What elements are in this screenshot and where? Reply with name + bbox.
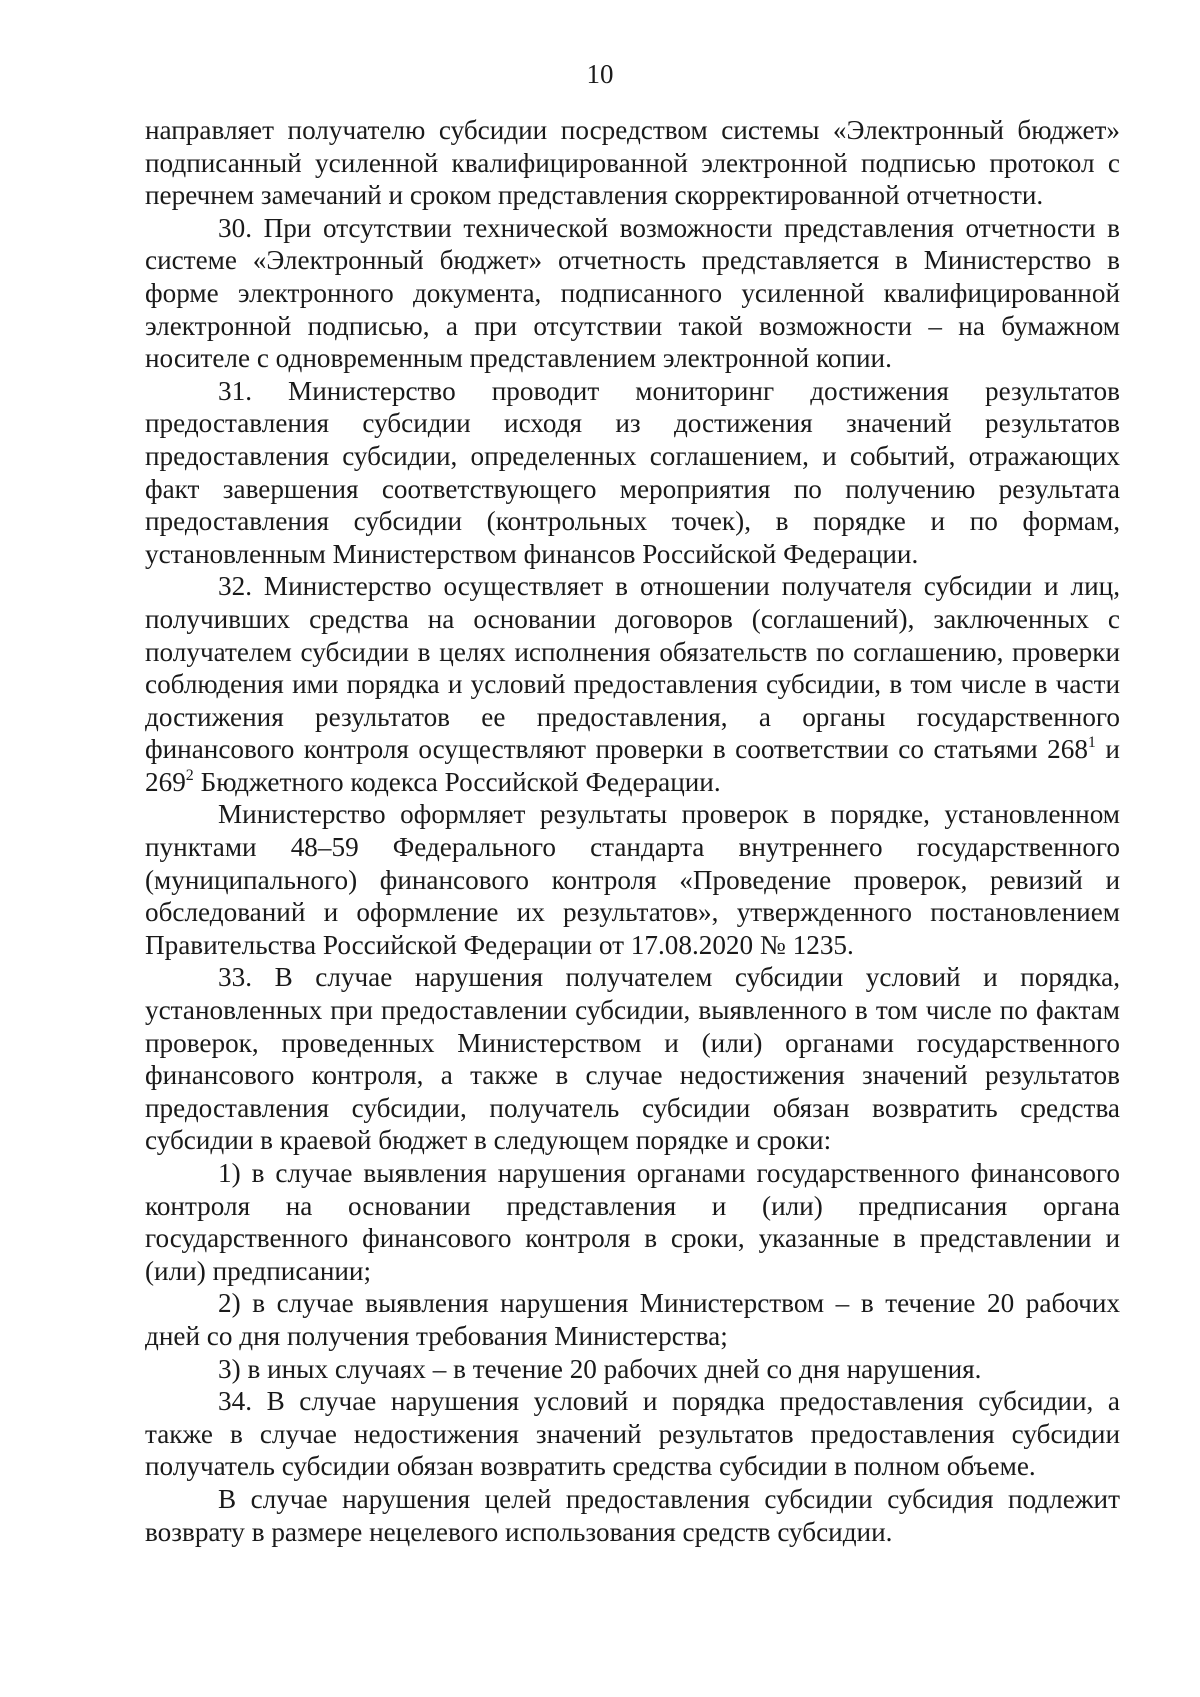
document-body [145, 114, 1120, 1548]
paragraph-continuation: направляет получателю субсидии посредством системы «Электронный бюджет» подписанный усиленной квалифицированной электронной подписью протокол с перечнем замечаний и сроком представления скорректированной отчетности. [145, 115, 1120, 211]
paragraph-32 [145, 570, 1120, 798]
list-item-1: 1) в случае выявления нарушения органами государственного финансового контроля на основании представления и (или) предписания органа государственного финансового контроля в сроки, указанные в представлении и (или) предписании; [145, 1158, 1120, 1286]
paragraph-32-text-middle: и 269 [145, 734, 1120, 797]
paragraph-31: 31. Министерство проводит мониторинг достижения результатов предоставления субсидии исходя из достижения значений результатов предоставления субсидии, определенных соглашением, и событий, отражающих факт завершения соответствующего мероприятия по получению результата предоставления субсидии (контрольных точек), в порядке и по формам, установленным Министерством финансов Российской Федерации. [145, 375, 1120, 569]
paragraph-32-text-end: Бюджетного кодекса Российской Федерации. [193, 766, 721, 797]
superscript-2: 2 [185, 766, 194, 784]
superscript-1: 1 [1087, 734, 1096, 752]
list-item-2: 2) в случае выявления нарушения Министерством – в течение 20 рабочих дней со дня получения требования Министерства; [145, 1288, 1120, 1351]
list-item-3: 3) в иных случаях – в течение 20 рабочих дней со дня нарушения. [218, 1353, 982, 1384]
paragraph-32-text: 32. Министерство осуществляет в отношении получателя субсидии и лиц, получивших средства на основании договоров (соглашений), заключенных с получателем субсидии в целях исполнения обязательств по соглашению, проверки соблюдения ими порядка и условий предоставления субсидии, в том числе в части достижения результатов ее предоставления, а органы государственного финансового контроля осуществляют проверки в соответствии со статьями 268 [145, 571, 1120, 765]
page-number: 10 [586, 59, 614, 89]
paragraph-misuse-return: В случае нарушения целей предоставления субсидии субсидия подлежит возврату в размере нецелевого использования средств субсидии. [145, 1483, 1120, 1547]
paragraph-33: 33. В случае нарушения получателем субсидии условий и порядка, установленных при предоставлении субсидии, выявленного в том числе по фактам проверок, проведенных Министерством и (или) органами государственного финансового контроля, а также в случае недостижения значений результатов предоставления субсидии, получатель субсидии обязан возвратить средства субсидии в краевой бюджет в следующем порядке и сроки: [145, 962, 1120, 1156]
paragraph-30: 30. При отсутствии технической возможности представления отчетности в системе «Электронный бюджет» отчетность представляется в Министерство в форме электронного документа, подписанного усиленной квалифицированной электронной подписью, а при отсутствии такой возможности – на бумажном носителе с одновременным представлением электронной копии. [145, 212, 1120, 374]
paragraph-inspection-results: Министерство оформляет результаты проверок в порядке, установленном пунктами 48–59 Федерального стандарта внутреннего государственного (муниципального) финансового контроля «Проведение проверок, ревизий и обследований и оформление их результатов», утвержденного постановлением Правительства Российской Федерации от 17.08.2020 № 1235. [145, 799, 1120, 960]
paragraph-34: 34. В случае нарушения условий и порядка предоставления субсидии, а также в случае недостижения значений результатов предоставления субсидии получатель субсидии обязан возвратить средства субсидии в полном объеме. [145, 1386, 1120, 1482]
